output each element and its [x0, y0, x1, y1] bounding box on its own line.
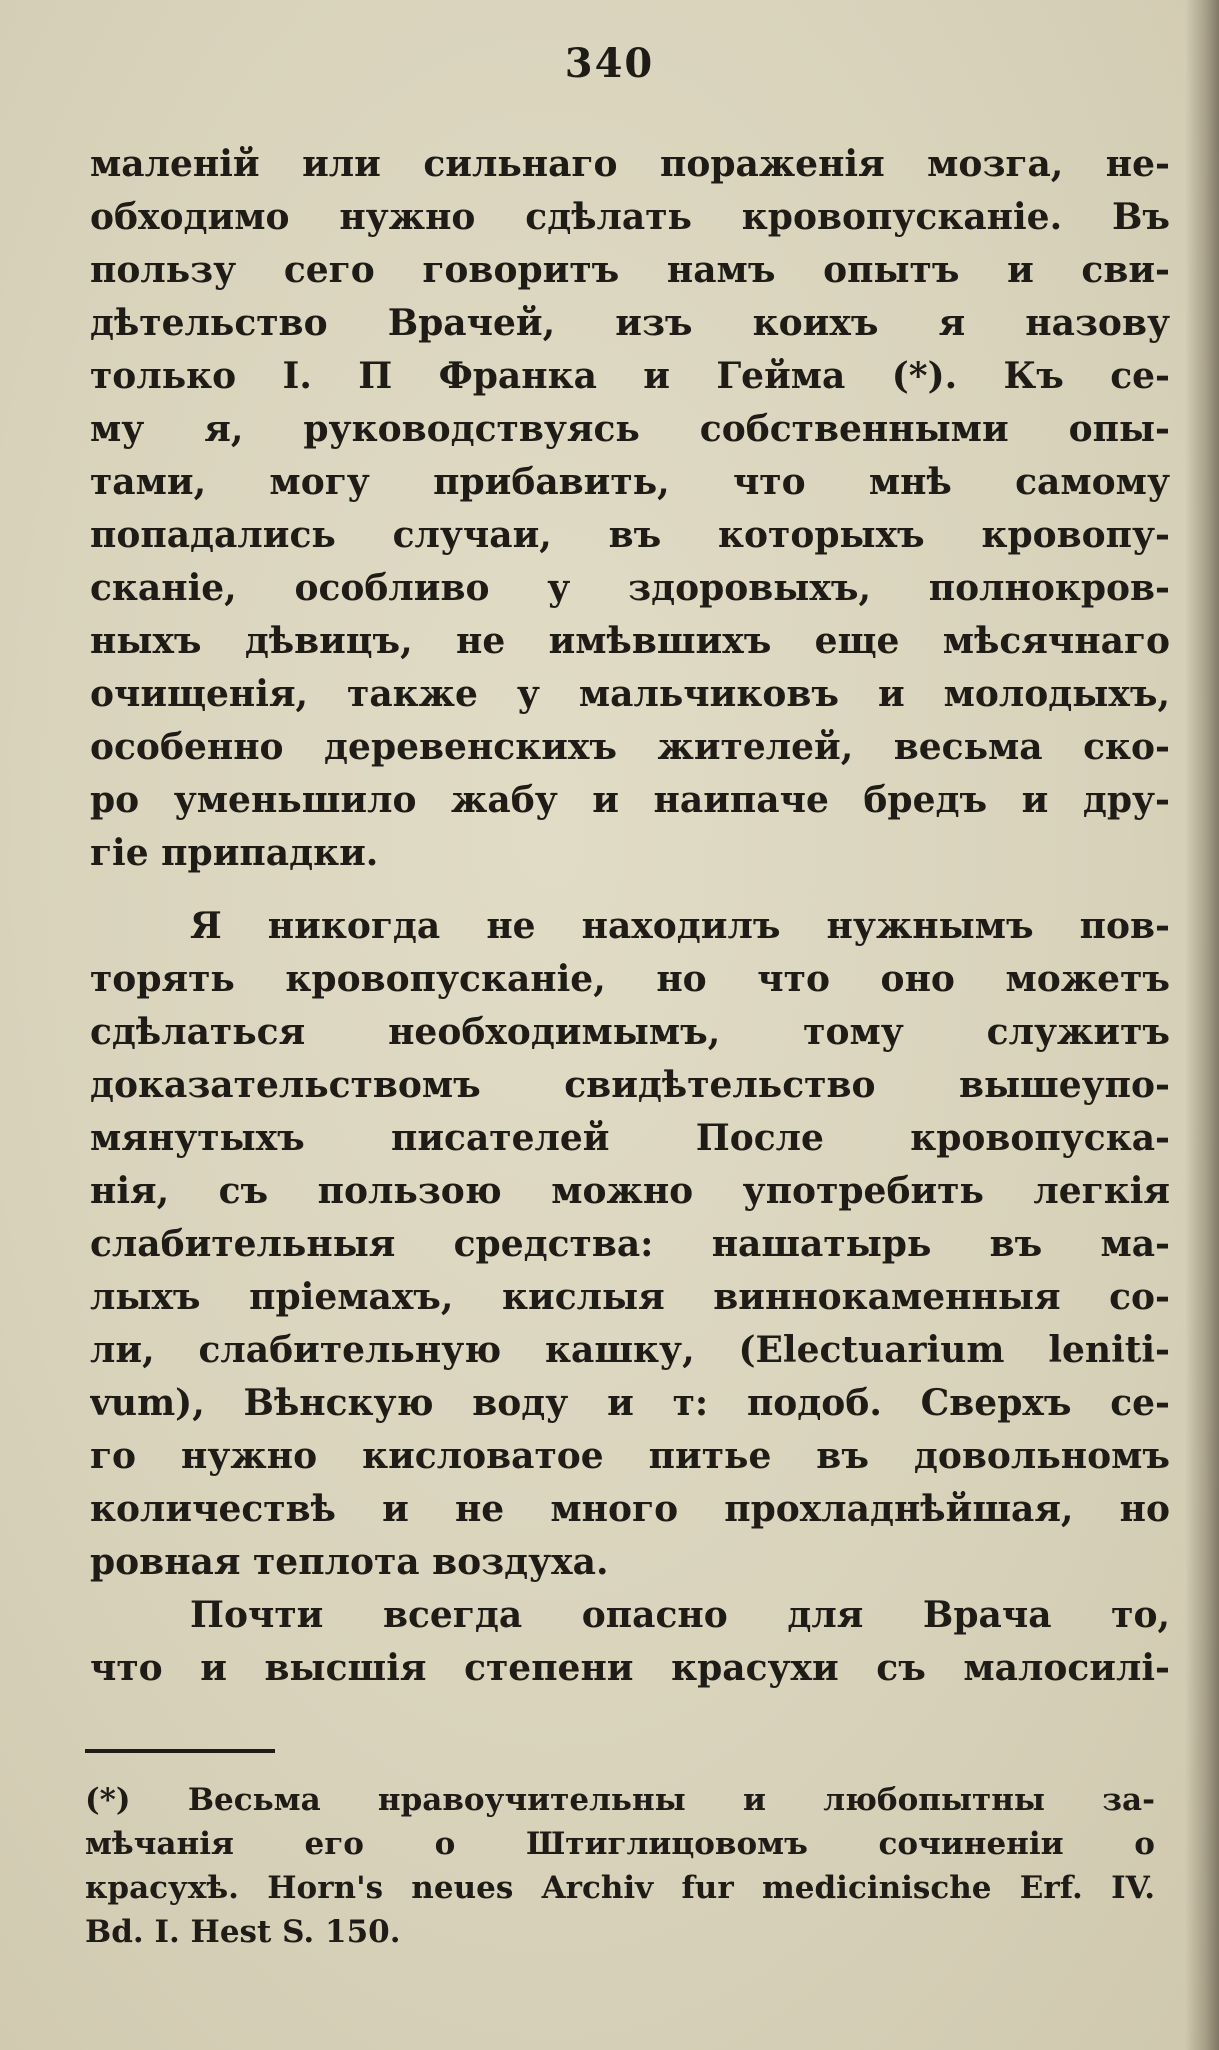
text-line: торять кровопусканіе, но что оно можетъ	[90, 958, 1170, 1000]
text-line: ро уменьшило жабу и наипаче бредъ и дру-	[90, 779, 1170, 821]
paragraph-2	[90, 900, 1170, 1589]
text-line: ныхъ дѣвицъ, не имѣвшихъ еще мѣсячнаго	[90, 620, 1170, 662]
text-line: попадались случаи, въ которыхъ кровопу-	[90, 514, 1170, 556]
text-line: что и высшія степени красухи съ малосилі-	[90, 1647, 1170, 1689]
text-line: очищенія, также у мальчиковъ и молодыхъ,	[90, 673, 1170, 715]
page-gutter-shadow	[1185, 0, 1219, 2050]
text-line: количествѣ и не много прохладнѣйшая, но	[90, 1488, 1170, 1530]
text-line: ли, слабительную кашку, (Electuarium leniti-	[90, 1329, 1170, 1371]
text-line: сдѣлаться необходимымъ, тому служитъ	[90, 1011, 1170, 1053]
text-line: Почти всегда опасно для Врача то,	[190, 1594, 1170, 1636]
text-line: Я никогда не находилъ нужнымъ пов-	[190, 905, 1170, 947]
body-text	[90, 138, 1170, 1695]
footnote-divider	[85, 1749, 275, 1753]
text-line: ровная теплота воздуха.	[90, 1541, 609, 1583]
paragraph-3	[90, 1589, 1170, 1695]
text-line: vum), Вѣнскую воду и т: подоб. Сверхъ се-	[90, 1382, 1170, 1424]
text-line: мянутыхъ писателей После кровопуска-	[90, 1117, 1170, 1159]
text-line: слабительныя средства: нашатырь въ ма-	[90, 1223, 1170, 1265]
text-line: го нужно кисловатое питье въ довольномъ	[90, 1435, 1170, 1477]
text-line: сканіе, особливо у здоровыхъ, полнокров-	[90, 567, 1170, 609]
footnote-line: (*) Весьма нравоучительны и любопытны за-	[85, 1782, 1155, 1818]
text-line: дѣтельство Врачей, изъ коихъ я назову	[90, 302, 1170, 344]
text-line: пользу сего говоритъ намъ опытъ и сви-	[90, 249, 1170, 291]
text-line: гіе припадки.	[90, 832, 379, 874]
footnote-line: красухѣ. Horn's neues Archiv fur medicinische Erf. IV.	[85, 1870, 1155, 1906]
text-line: маленій или сильнаго пораженія мозга, не-	[90, 143, 1170, 185]
footnote-line: Bd. I. Hest S. 150.	[85, 1914, 401, 1950]
text-line: доказательствомъ свидѣтельство вышеупо-	[90, 1064, 1170, 1106]
text-line: тами, могу прибавить, что мнѣ самому	[90, 461, 1170, 503]
text-line: нія, съ пользою можно употребить легкія	[90, 1170, 1170, 1212]
text-line: му я, руководствуясь собственными опы-	[90, 408, 1170, 450]
text-line: обходимо нужно сдѣлать кровопусканіе. Въ	[90, 196, 1170, 238]
paragraph-gap	[90, 880, 1170, 900]
text-line: только І. П Франка и Гейма (*). Къ се-	[90, 355, 1170, 397]
footnote	[85, 1778, 1155, 1954]
text-line: лыхъ пріемахъ, кислыя виннокаменныя со-	[90, 1276, 1170, 1318]
footnote-line: мѣчанія его о Штиглицовомъ сочиненіи о	[85, 1826, 1155, 1862]
text-line: особенно деревенскихъ жителей, весьма ско-	[90, 726, 1170, 768]
page-number: 340	[564, 40, 655, 87]
paragraph-1	[90, 138, 1170, 880]
